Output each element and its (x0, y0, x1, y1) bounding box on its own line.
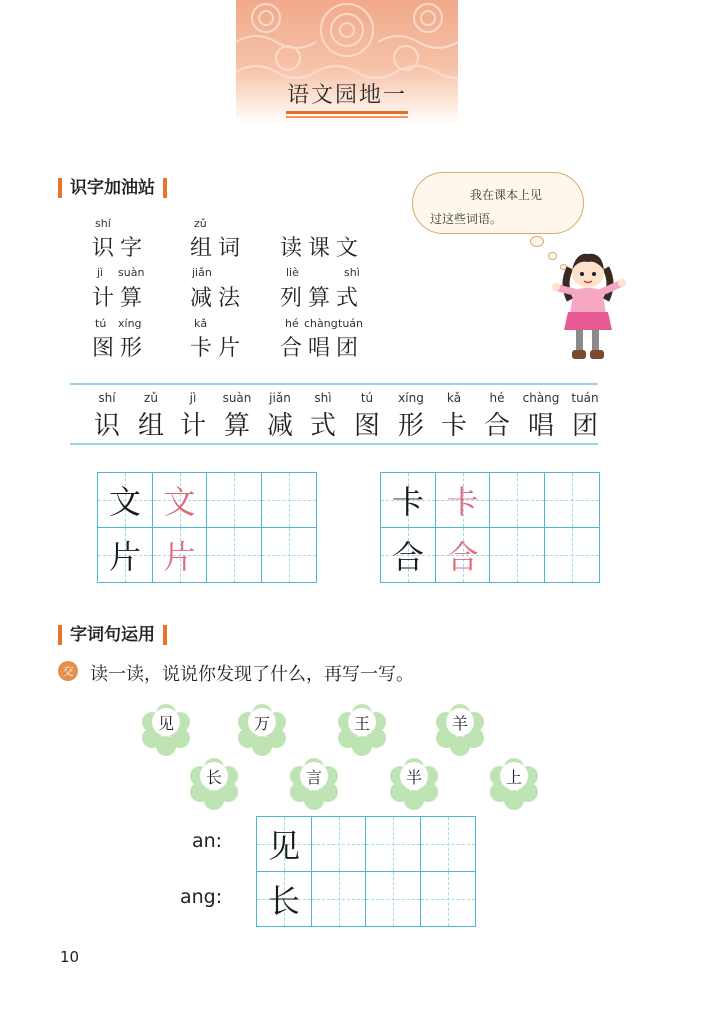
flower-badge (436, 698, 484, 746)
pinyin: liè (286, 266, 299, 279)
strip-character: 计 (179, 411, 206, 441)
grid-cell[interactable] (490, 528, 545, 582)
flower-badge (490, 752, 538, 800)
strip-character: 组 (137, 411, 164, 441)
bubble-line-2: 过这些词语。 (430, 212, 503, 226)
strip-character: 唱 (527, 411, 554, 441)
model-char: 片 (108, 538, 141, 576)
strip-pinyin: chàng (522, 391, 560, 405)
section-bar-left (58, 178, 62, 198)
flower-character: 半 (400, 762, 428, 790)
grid-cell[interactable] (262, 528, 316, 582)
strip-pinyin: tú (360, 391, 374, 405)
grid-cell[interactable] (436, 473, 490, 528)
grid-cell[interactable] (312, 872, 366, 926)
grid-cell[interactable] (257, 872, 312, 926)
title-underline (286, 111, 408, 114)
grid-cell[interactable] (545, 473, 599, 528)
grid-cell[interactable] (381, 473, 436, 528)
bubble-line-1: 我在课本上见 (470, 188, 543, 202)
pinyin: zǔ (194, 217, 207, 230)
flower-badge (238, 698, 286, 746)
writing-grid-an-ang (256, 816, 476, 927)
title-banner (236, 0, 458, 124)
strip-bottom-line (70, 443, 598, 445)
word-zuci: 组词 (190, 236, 247, 261)
word-tuxing: 图形 (92, 336, 149, 361)
flower-character: 王 (348, 708, 376, 736)
pinyin: kǎ (194, 317, 208, 330)
strip-top-line (70, 383, 598, 385)
word-liesuanshi: 列算式 (280, 286, 365, 311)
section-bar-left (58, 625, 62, 645)
section-bar-right (163, 178, 167, 198)
label-an: an: (192, 830, 223, 852)
strip-pinyin: kǎ (446, 391, 462, 405)
grid-cell[interactable] (421, 817, 475, 872)
strip-character: 减 (266, 411, 293, 441)
grid-cell[interactable] (257, 817, 312, 872)
pinyin: suàn (118, 266, 145, 279)
flower-character: 长 (200, 762, 228, 790)
flower-badge (338, 698, 386, 746)
flower-character: 万 (248, 708, 276, 736)
flower-badge (142, 698, 190, 746)
pinyin: shí (95, 217, 111, 230)
trace-char: 片 (163, 538, 196, 576)
pinyin: xíng (118, 317, 142, 330)
word-jisuan: 计算 (92, 286, 149, 311)
writing-grid-right (380, 472, 600, 583)
model-char: 见 (267, 827, 300, 865)
girl-illustration (548, 248, 628, 372)
strip-pinyin: xíng (398, 391, 424, 405)
grid-cell[interactable] (207, 528, 262, 582)
flower-badge (390, 752, 438, 800)
strip-pinyin: jì (189, 391, 197, 405)
title-underline-thin (286, 116, 408, 118)
page-number: 10 (60, 948, 80, 966)
instruction-text: 读一读，说说你发现了什么，再写一写。 (90, 664, 414, 685)
strip-pinyin: shì (314, 391, 332, 405)
strip-character: 团 (571, 411, 598, 441)
grid-cell[interactable] (381, 528, 436, 582)
strip-character: 式 (309, 411, 336, 441)
strip-character: 算 (223, 411, 250, 441)
model-char: 合 (391, 538, 424, 576)
model-char: 文 (108, 483, 141, 521)
trace-char: 卡 (446, 483, 479, 521)
model-char: 卡 (391, 483, 424, 521)
flower-character: 见 (152, 708, 180, 736)
pinyin: tú (95, 317, 107, 330)
strip-pinyin: shí (98, 391, 116, 405)
trace-char: 合 (446, 538, 479, 576)
section-title: 字词句运用 (70, 625, 155, 645)
pinyin: jì (97, 266, 104, 279)
section-header-usage (50, 620, 175, 645)
trace-char: 文 (163, 483, 196, 521)
strip-character: 卡 (440, 411, 467, 441)
strip-pinyin: jiǎn (269, 391, 291, 405)
page-title: 语文园地一 (286, 83, 407, 108)
grid-cell[interactable] (153, 528, 207, 582)
strip-character: 形 (397, 411, 424, 441)
grid-cell[interactable] (312, 817, 366, 872)
grid-cell[interactable] (490, 473, 545, 528)
grid-cell[interactable] (366, 817, 421, 872)
word-shizi: 识字 (92, 236, 149, 261)
pinyin: hé (285, 317, 299, 330)
strip-character: 识 (93, 411, 120, 441)
pinyin: shì (344, 266, 360, 279)
writing-grid-left (97, 472, 317, 583)
seal-icon: 交 (58, 661, 78, 681)
strip-character: 图 (353, 411, 380, 441)
strip-pinyin: hé (489, 391, 505, 405)
word-hechangtuan: 合唱团 (280, 336, 365, 361)
pinyin: tuán (338, 317, 363, 330)
grid-cell[interactable] (207, 473, 262, 528)
section-title: 识字加油站 (70, 178, 155, 198)
strip-pinyin: tuán (571, 391, 599, 405)
flower-character: 上 (500, 762, 528, 790)
grid-cell[interactable] (98, 528, 153, 582)
pinyin: jiǎn (192, 266, 212, 279)
flower-character: 言 (300, 762, 328, 790)
grid-cell[interactable] (98, 473, 153, 528)
section-bar-right (163, 625, 167, 645)
flower-character: 羊 (446, 708, 474, 736)
section-header-literacy (50, 173, 175, 198)
strip-pinyin: suàn (222, 391, 252, 405)
flower-badge (190, 752, 238, 800)
word-kapian: 卡片 (190, 336, 247, 361)
strip-character: 合 (483, 411, 510, 441)
grid-cell[interactable] (153, 473, 207, 528)
flower-badge (290, 752, 338, 800)
strip-pinyin: zǔ (144, 391, 158, 405)
bubble-puff (530, 236, 544, 247)
grid-cell[interactable] (545, 528, 599, 582)
label-ang: ang: (180, 886, 223, 908)
grid-cell[interactable] (436, 528, 490, 582)
word-dukewen: 读课文 (280, 236, 365, 261)
model-char: 长 (267, 882, 300, 920)
grid-cell[interactable] (366, 872, 421, 926)
grid-cell[interactable] (262, 473, 316, 528)
pinyin: chàng (304, 317, 338, 330)
grid-cell[interactable] (421, 872, 475, 926)
word-jianfa: 减法 (190, 286, 247, 311)
